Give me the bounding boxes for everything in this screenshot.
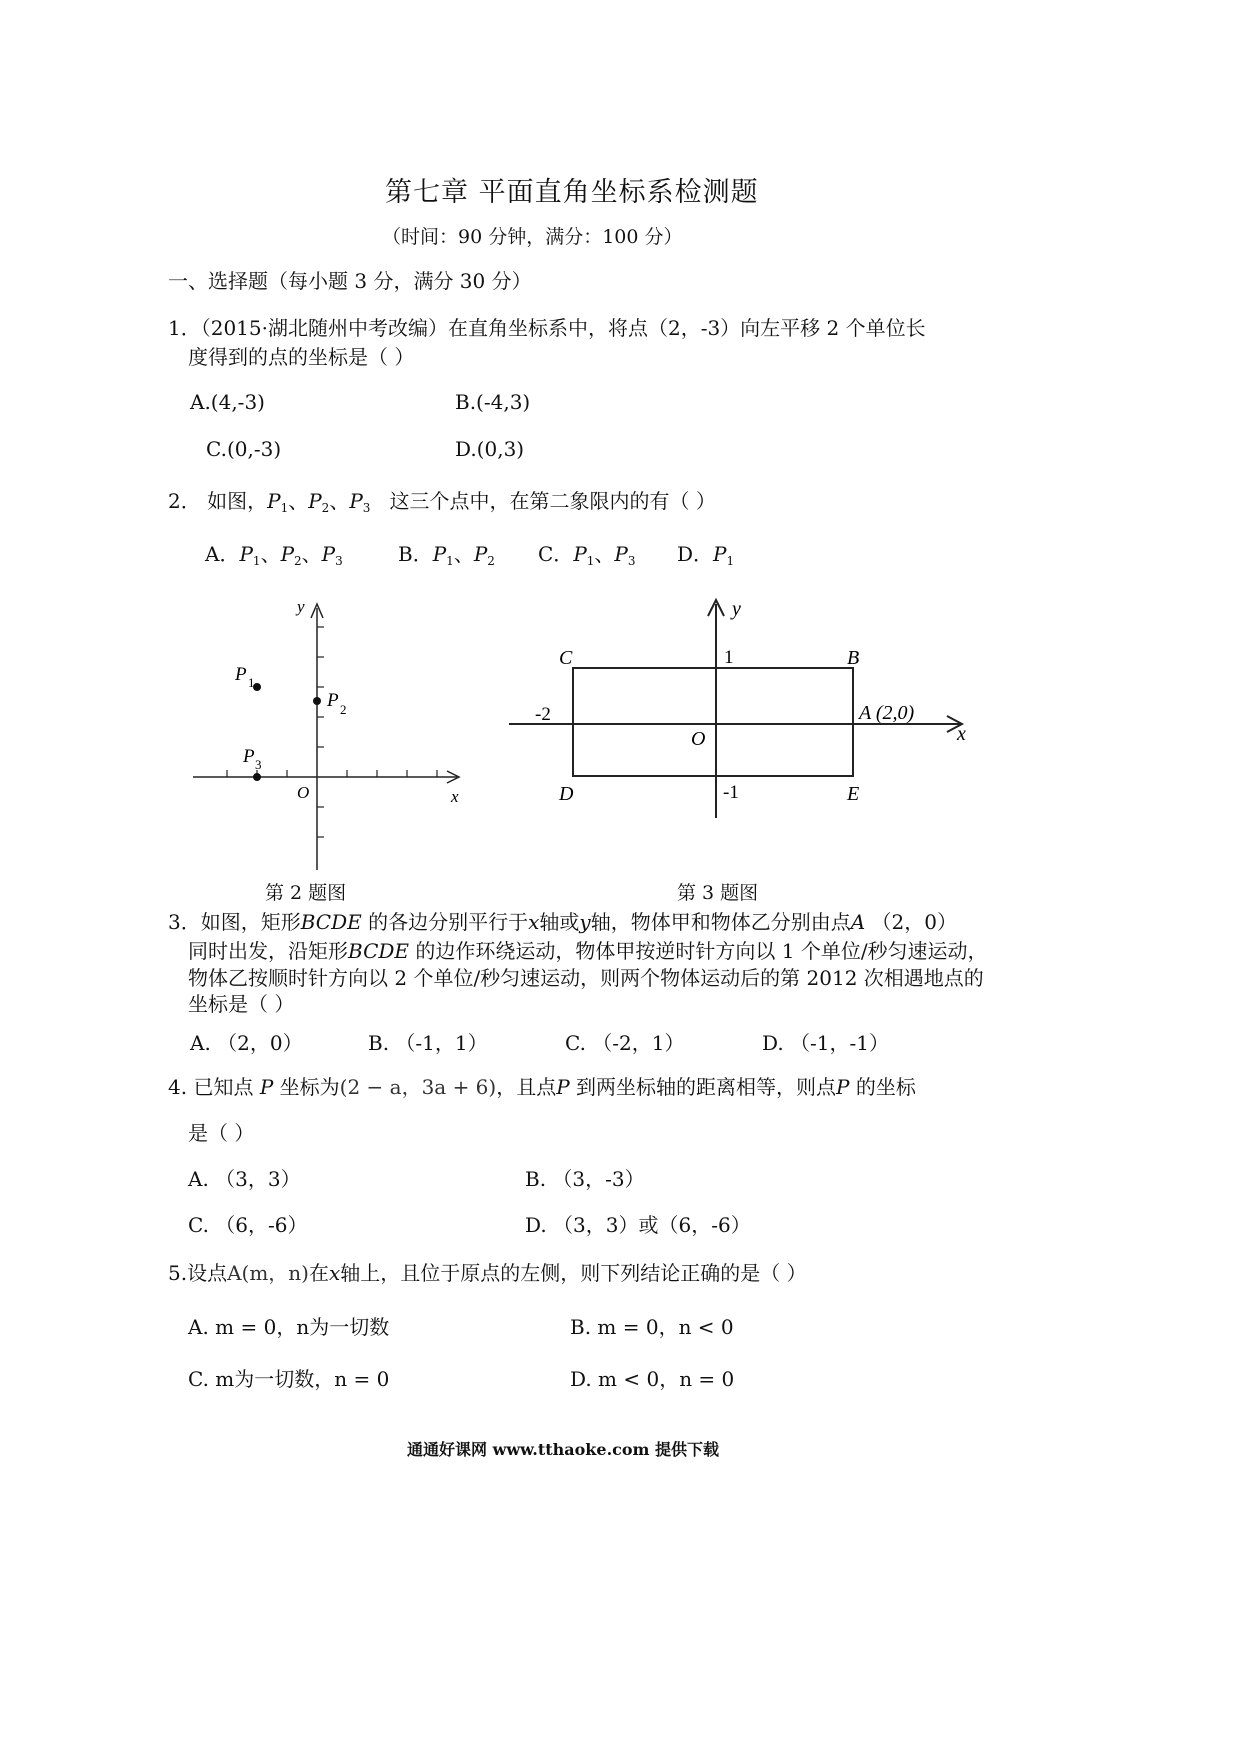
fig2-y-label: y [297,597,305,616]
q3-option-b: B. （-1，1） [368,1031,488,1055]
exam-info: （时间：90 分钟，满分：100 分） [382,226,683,248]
q1-option-d: D.(0,3) [455,437,525,461]
q1-line2: 度得到的点的坐标是（ ） [188,345,415,369]
p2-point [313,697,321,705]
q4-option-b: B. （3，-3） [525,1167,645,1191]
q1-option-a: A.(4,-3) [190,390,265,414]
q4-line2: 是（ ） [188,1121,255,1145]
vertex-c: C [559,647,573,669]
q4-option-c: C. （6，-6） [188,1213,308,1237]
q5-option-a: A. m = 0，n为一切数 [188,1315,390,1339]
rectangle-bcde [573,668,853,776]
p3-sub: 3 [255,757,262,772]
fig2-caption: 第 2 题图 [265,882,347,904]
q2-stem: 2． 如图，$P_1$、$P_2$、$P_3$ 这三个点中，在第二象限内的有（ ） [168,489,716,515]
q2-option-a: A．$P_1$、$P_2$、$P_3$ [205,542,343,568]
fig3-x-tick-neg2: -2 [535,704,551,725]
fig2-origin: O [297,783,310,802]
p2-label: P [327,690,339,711]
q5-stem: 5.设点A(m，n)在x轴上，且位于原点的左侧，则下列结论正确的是（ ） [168,1261,807,1285]
q5-option-c: C. m为一切数，n = 0 [188,1367,390,1391]
q3-option-a: A. （2，0） [190,1031,303,1055]
p3-label: P [243,746,255,767]
q4-option-a: A. （3，3） [188,1167,301,1191]
q3-line4: 坐标是（ ） [188,992,295,1016]
footer-source: 通通好课网 www.tthaoke.com 提供下载 [407,1440,720,1459]
figure-q2 [185,590,485,880]
q5-option-d: D. m < 0，n = 0 [570,1367,735,1391]
q3-option-c: C. （-2，1） [565,1031,685,1055]
fig3-origin: O [691,728,706,750]
fig3-y-tick-1: 1 [724,647,734,668]
p1-label: P [235,664,247,685]
q3-line2: 同时出发，沿矩形BCDE 的边作环绕运动，物体甲按逆时针方向以 1 个单位/秒匀速运动， [188,939,988,963]
vertex-b: B [847,647,860,669]
p1-sub: 1 [248,675,255,690]
vertex-e: E [847,783,860,805]
fig2-x-label: x [451,787,459,806]
q2-option-d: D．$P_1$ [677,542,735,568]
page-title: 第七章 平面直角坐标系检测题 [385,177,759,208]
fig3-y-tick-neg1: -1 [723,782,739,803]
q3-line1: 3．如图，矩形BCDE 的各边分别平行于x轴或y轴，物体甲和物体乙分别由点A （2，0） [168,910,957,934]
p3-point [253,773,261,781]
q3-option-d: D. （-1，-1） [762,1031,890,1055]
q2-option-b: B．$P_1$、$P_2$ [398,542,495,568]
q1-option-b: B.(-4,3) [455,390,531,414]
q3-line3: 物体乙按顺时针方向以 2 个单位/秒匀速运动，则两个物体运动后的第 2012 次相遇地点的 [188,966,984,990]
fig3-caption: 第 3 题图 [677,882,759,904]
p2-sub: 2 [340,702,347,717]
q1-option-c: C.(0,-3) [206,437,282,461]
q4-option-d: D. （3，3）或（6，-6） [525,1213,751,1237]
fig3-y-label: y [732,598,741,620]
section-heading: 一、选择题（每小题 3 分，满分 30 分） [168,269,532,293]
fig3-x-label: x [957,723,966,745]
q2-option-c: C．$P_1$、$P_3$ [538,542,636,568]
q4-line1: 4. 已知点 P 坐标为(2 − a，3a + 6)，且点P 到两坐标轴的距离相等，则点P 的坐标 [168,1075,916,1099]
point-a-label: A (2,0) [859,702,915,724]
q5-option-b: B. m = 0，n < 0 [570,1315,734,1339]
vertex-d: D [559,783,574,805]
q1-line1: 1．（2015·湖北随州中考改编）在直角坐标系中，将点（2，-3）向左平移 2 个单位长 [168,316,926,340]
figure-q3 [505,592,985,832]
